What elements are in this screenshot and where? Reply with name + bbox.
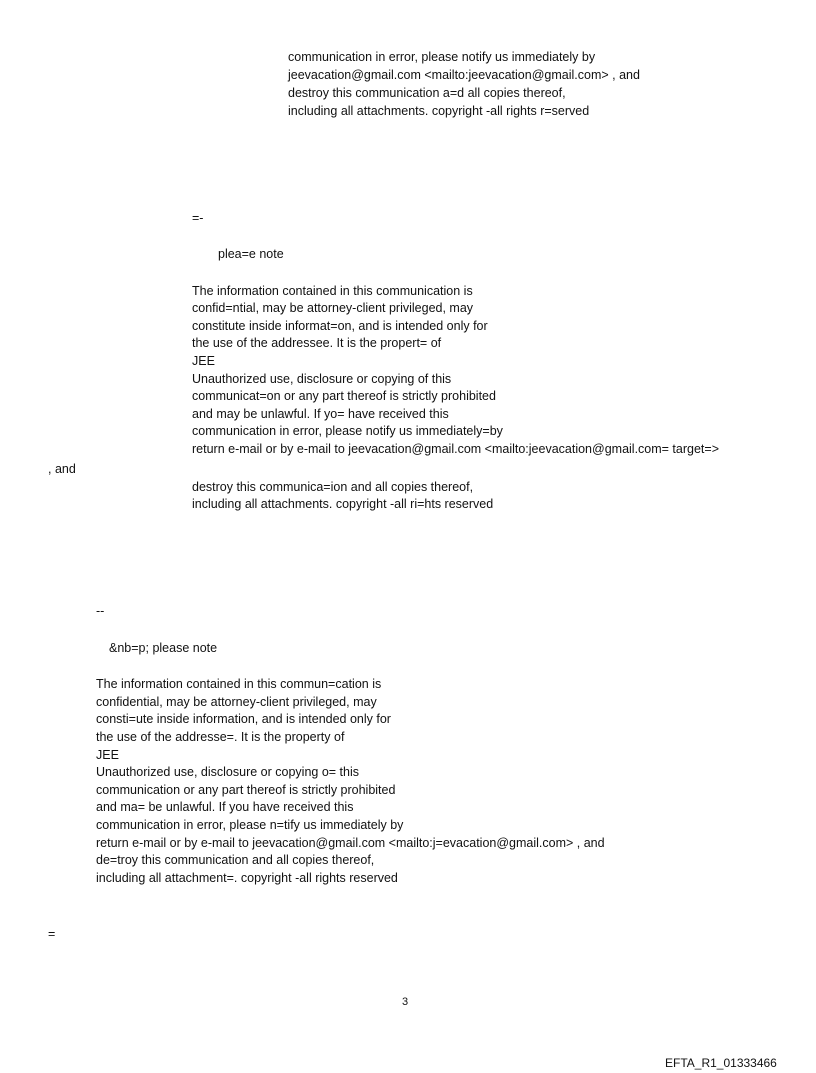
block1-line-3: destroy this communication a=d all copies thereof, [288,86,566,100]
block2-tail-line: destroy this communica=ion and all copies thereof, [192,480,474,494]
page-number: 3 [402,996,409,1008]
block1-line-4: including all attachments. copyright -all rights r=served [288,104,590,118]
block2-wrap-fragment: , and [48,462,76,476]
block2-line: The information contained in this communication is [192,284,473,298]
block1-line-2: jeevacation@gmail.com <mailto:jeevacation@gmail.com> , and [288,68,640,82]
block2-heading: plea=e note [218,247,284,261]
block3-line: communication in error, please n=tify us immediately by [96,818,404,832]
document-id: EFTA_R1_01333466 [665,1056,777,1070]
block3-line: Unauthorized use, disclosure or copying o= this [96,765,359,779]
block3-line: JEE [96,748,119,762]
block3-line: The information contained in this commun=cation is [96,677,382,691]
block3-line: consti=ute inside information, and is intended only for [96,712,391,726]
block3-separator: -- [96,604,105,618]
block3-heading: &nb=p; please note [109,641,218,655]
block2-line: confid=ntial, may be attorney-client privileged, may [192,301,474,315]
block2-line: the use of the addressee. It is the propert= of [192,336,442,350]
block2-line: Unauthorized use, disclosure or copying of this [192,372,452,386]
block3-line: confidential, may be attorney-client privileged, may [96,695,377,709]
block2-line: constitute inside informat=on, and is intended only for [192,319,488,333]
trailing-marker: = [48,927,56,941]
block2-tail-line: including all attachments. copyright -all ri=hts reserved [192,497,494,511]
block3-line: and ma= be unlawful. If you have received this [96,800,354,814]
block2-line: and may be unlawful. If yo= have received this [192,407,449,421]
block3-line: de=troy this communication and all copies thereof, [96,853,375,867]
block3-line: communication or any part thereof is strictly prohibited [96,783,396,797]
block3-line: return e-mail or by e-mail to jeevacation@gmail.com <mailto:j=evacation@gmail.com> , and [96,836,605,850]
block2-line: JEE [192,354,215,368]
block2-line: return e-mail or by e-mail to jeevacation@gmail.com <mailto:jeevacation@gmail.com= target=> [192,442,719,456]
block1-line-1: communication in error, please notify us immediately by [288,50,596,64]
block3-line: the use of the addresse=. It is the property of [96,730,345,744]
block2-line: communication in error, please notify us immediately=by [192,424,503,438]
block2-line: communicat=on or any part thereof is strictly prohibited [192,389,496,403]
block2-separator: =- [192,211,204,225]
block3-line: including all attachment=. copyright -all rights reserved [96,871,398,885]
